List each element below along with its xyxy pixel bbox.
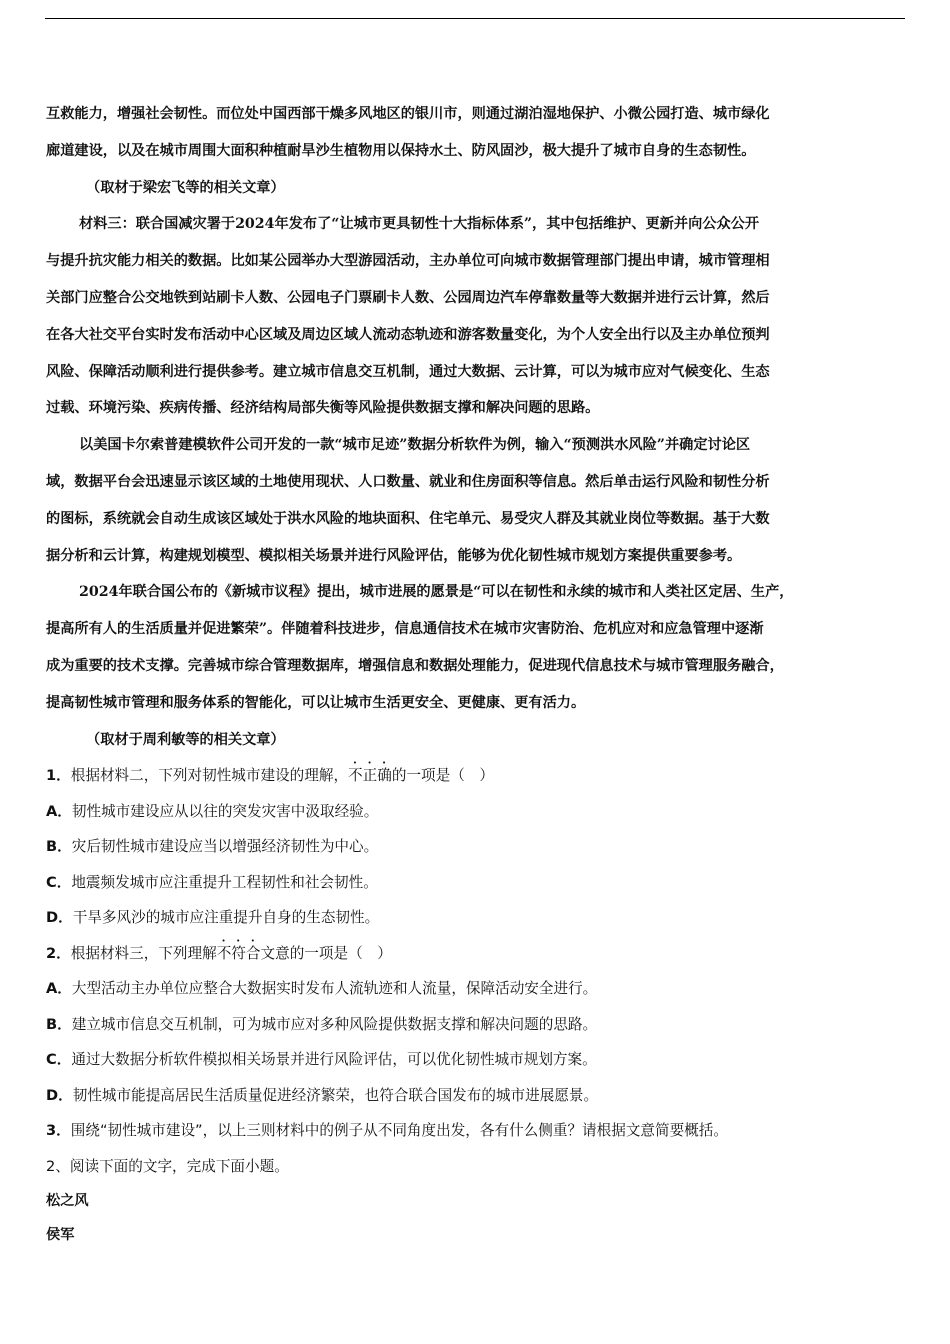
question-number: 3． bbox=[46, 1122, 71, 1140]
question-3 bbox=[46, 1113, 908, 1149]
option-b: B．灾后韧性城市建设应当以增强经济韧性为中心。 bbox=[46, 838, 379, 856]
text-line: 域，数据平台会迅速显示该区域的土地使用现状、人口数量、就业和住房面积等信息。然后单击运行风险和韧性分析 bbox=[46, 473, 770, 490]
text-line: 以美国卡尔索普建模软件公司开发的一款“城市足迹”数据分析软件为例，输入“预测洪水风险”并确定讨论区 bbox=[79, 437, 751, 454]
question-number: 1． bbox=[46, 767, 71, 785]
question-1 bbox=[46, 758, 908, 936]
text-line: 与提升抗灾能力相关的数据。比如某公园举办大型游园活动，主办单位可向城市数据管理部门提出申请，城市管理相 bbox=[46, 253, 770, 270]
text-line: 2024年联合国公布的《新城市议程》提出，城市进展的愿景是“可以在韧性和永续的城市和人类社区定居、生产， bbox=[79, 584, 794, 601]
option-a: A．韧性城市建设应从以往的突发灾害中汲取经验。 bbox=[46, 802, 379, 820]
emphasis-text: 不符合 bbox=[216, 944, 261, 962]
text-line: 提高所有人的生活质量并促进繁荣”。伴随着科技进步，信息通信技术在城市灾害防治、危机应对和应急管理中逐渐 bbox=[46, 621, 764, 638]
text-line: 在各大社交平台实时发布活动中心区域及周边区域人流动态轨迹和游客数量变化，为个人安全出行以及主办单位预判 bbox=[46, 326, 770, 343]
option-d: D．韧性城市能提高居民生活质量促进经济繁荣，也符合联合国发布的城市进展愿景。 bbox=[46, 1086, 599, 1104]
question-stem bbox=[46, 1113, 908, 1149]
emphasis-text: 不正确 bbox=[348, 767, 392, 785]
article-author: 侯军 bbox=[46, 1227, 75, 1244]
material3 bbox=[46, 206, 908, 758]
article-title: 松之风 bbox=[46, 1193, 89, 1210]
question-stem bbox=[46, 758, 908, 794]
source-note: （取材于梁宏飞等的相关文章） bbox=[86, 179, 285, 196]
option-c: C．地震频发城市应注重提升工程韧性和社会韧性。 bbox=[46, 873, 378, 891]
option-a: A．大型活动主办单位应整合大数据实时发布人流轨迹和人流量，保障活动安全进行。 bbox=[46, 980, 598, 998]
source-note: （取材于周利敏等的相关文章） bbox=[86, 731, 285, 748]
text-line: 互救能力，增强社会韧性。而位处中国西部干燥多风地区的银川市，则通过湖泊湿地保护、小微公园打造、城市绿化 bbox=[46, 106, 770, 122]
text-line: 过载、环境污染、疾病传播、经济结构局部失衡等风险提供数据支撑和解决问题的思路。 bbox=[46, 400, 600, 417]
text-line: 提高韧性城市管理和服务体系的智能化，可以让城市生活更安全、更健康、更有活力。 bbox=[46, 694, 586, 711]
text-line: 据分析和云计算，构建规划模型、模拟相关场景并进行风险评估，能够为优化韧性城市规划方案提供重要参考。 bbox=[46, 547, 742, 564]
option-d: D．干旱多风沙的城市应注重提升自身的生态韧性。 bbox=[46, 909, 380, 927]
text-line: 的图标，系统就会自动生成该区域处于洪水风险的地块面积、住宅单元、易受灾人群及其就业岗位等数据。基于大数 bbox=[46, 510, 770, 527]
text-line: 风险、保障活动顺利进行提供参考。建立城市信息交互机制，通过大数据、云计算，可以为城市应对气候变化、生态 bbox=[46, 363, 770, 380]
stem-text: 文意的一项是（ ） bbox=[260, 944, 392, 962]
stem-text: 的一项是（ ） bbox=[391, 767, 495, 785]
option-c: C．通过大数据分析软件模拟相关场景并进行风险评估，可以优化韧性城市规划方案。 bbox=[46, 1051, 597, 1069]
section-instruction: 2、阅读下面的文字，完成下面小题。 bbox=[46, 1157, 289, 1175]
text-line: 材料三：联合国减灾署于2024年发布了“让城市更具韧性十大指标体系”，其中包括维护、更新并向公众公开 bbox=[79, 216, 760, 233]
question-2 bbox=[46, 936, 908, 1114]
text-line: 廊道建设，以及在城市周围大面积种植耐旱沙生植物用以保持水土、防风固沙，极大提升了城市自身的生态韧性。 bbox=[46, 142, 756, 159]
stem-text: 根据材料三，下列理解 bbox=[70, 944, 217, 962]
section-2 bbox=[46, 1149, 908, 1253]
text-line: 成为重要的技术支撑。完善城市综合管理数据库，增强信息和数据处理能力，促进现代信息技术与城市管理服务融合， bbox=[46, 657, 784, 674]
stem-text: 根据材料二，下列对韧性城市建设的理解， bbox=[70, 767, 349, 785]
question-number: 2． bbox=[46, 944, 71, 962]
option-b: B．建立城市信息交互机制，可为城市应对多种风险提供数据支撑和解决问题的思路。 bbox=[46, 1015, 598, 1033]
header-rule bbox=[45, 18, 905, 19]
question-stem bbox=[46, 936, 908, 972]
material2-tail bbox=[46, 96, 908, 206]
document-body bbox=[46, 96, 908, 1252]
text-line: 关部门应整合公交地铁到站刷卡人数、公园电子门票刷卡人数、公园周边汽车停靠数量等大数据并进行云计算，然后 bbox=[46, 289, 770, 306]
stem-text: 围绕“韧性城市建设”，以上三则材料中的例子从不同角度出发，各有什么侧重？请根据文意简要概括。 bbox=[70, 1122, 729, 1140]
